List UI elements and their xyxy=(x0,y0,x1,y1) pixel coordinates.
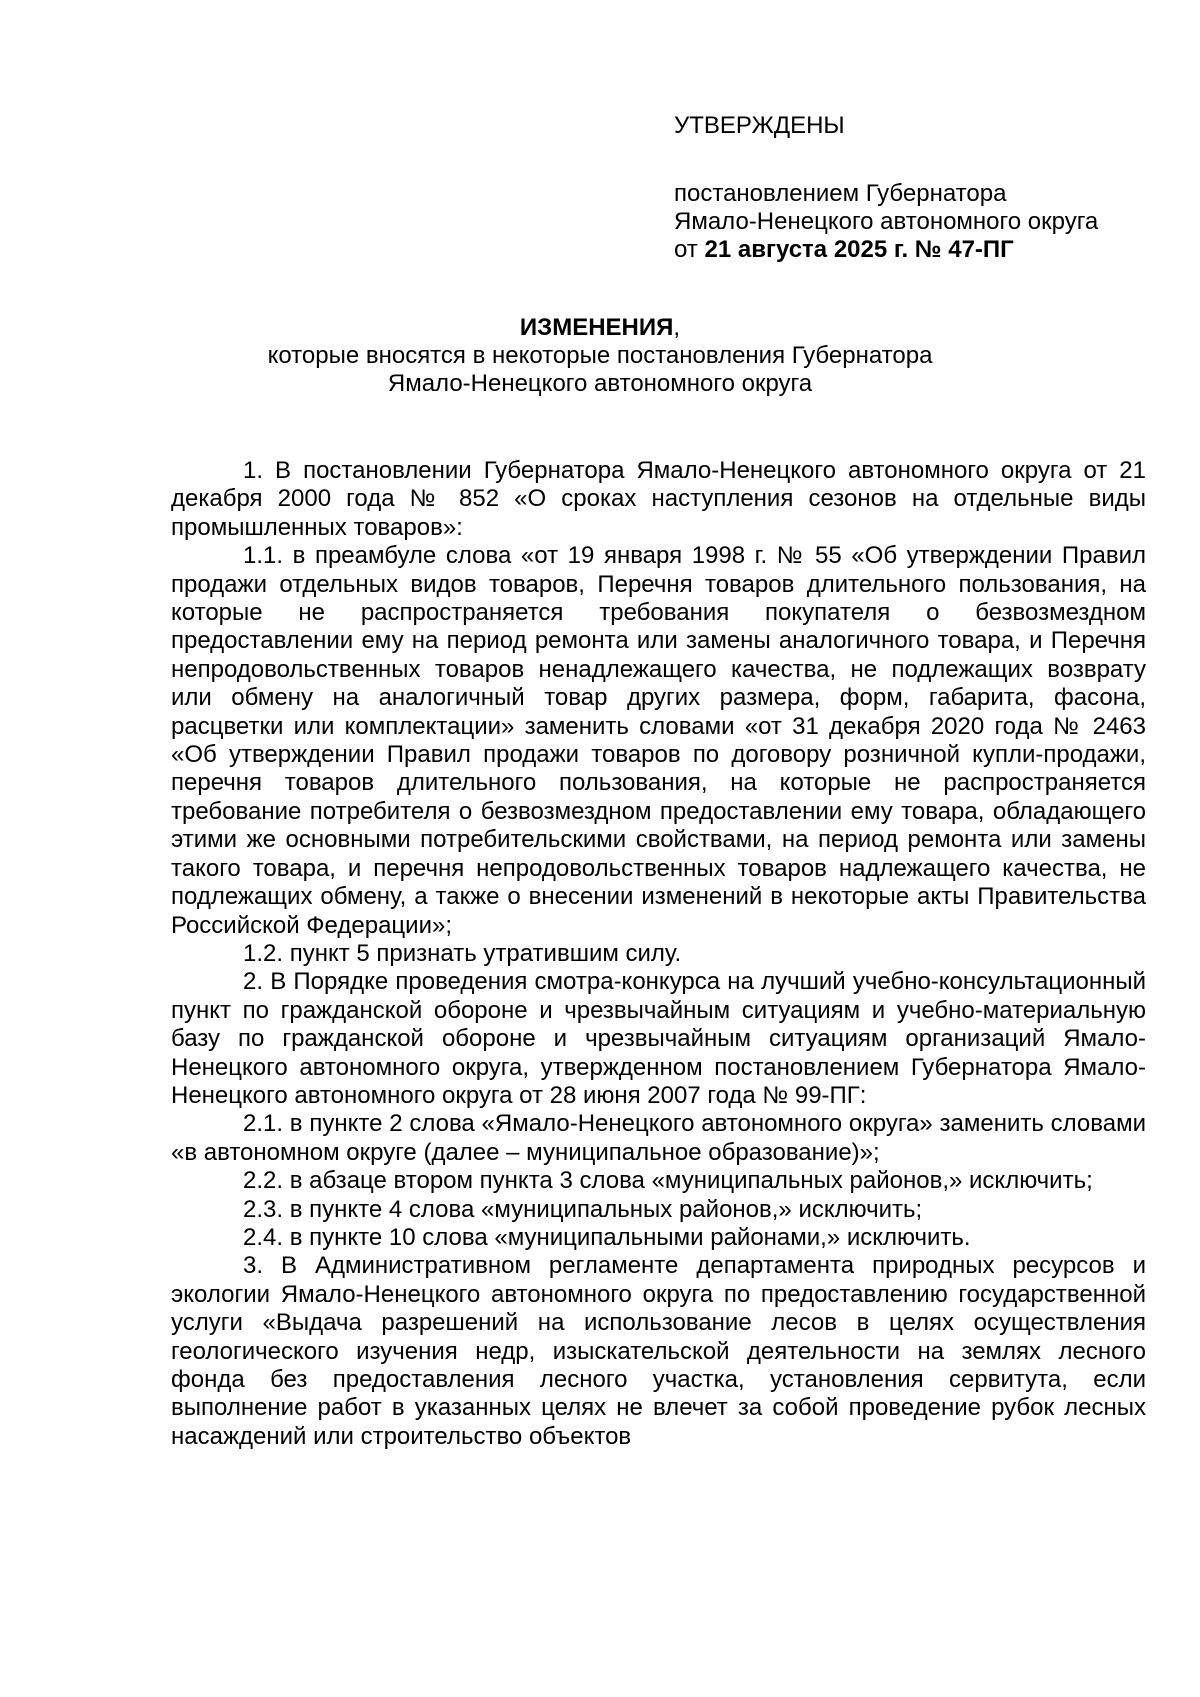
heading-subtitle-1: которые вносятся в некоторые постановления Губернатора xyxy=(267,342,933,369)
approval-block xyxy=(674,112,1174,264)
paragraph-2-2: 2.2. в абзаце втором пункта 3 слова «муниципальных районов,» исключить; xyxy=(243,1167,1093,1195)
approval-date-value: 21 августа 2025 г. № 47-ПГ xyxy=(704,236,1014,263)
heading-title-line xyxy=(0,314,1200,342)
heading-title-suffix: , xyxy=(673,314,681,341)
heading-subtitle-2: Ямало-Ненецкого автономного округа xyxy=(387,370,813,397)
paragraph-1-2: 1.2. пункт 5 признать утратившим силу. xyxy=(243,939,682,967)
document-body xyxy=(171,457,1146,1451)
approval-date-line xyxy=(674,236,1174,264)
approval-date-prefix: от xyxy=(674,236,705,263)
approved-label: УТВЕРЖДЕНЫ xyxy=(674,112,845,139)
heading-title: ИЗМЕНЕНИЯ xyxy=(519,314,674,341)
paragraph-3: 3. В Административном регламенте департамента природных ресурсов и экологии Ямало-Ненецкого автономного округа по предоставлению государственной услуги «Выдача разрешений на использование лесов в целях осуществления геологического изучения недр, изыскательской деятельности на землях лесного фонда без предоставления лесного участка, установления сервитута, если выполнение работ в указанных целях не влечет за собой проведение рубок лесных насаждений или строительство объектов xyxy=(171,1252,1146,1450)
paragraph-1-1: 1.1. в преамбуле слова «от 19 января 1998 г. № 55 «Об утверждении Правил продажи отдельных видов товаров, Перечня товаров длительного пользования, на которые не распространяется требования покупателя о безвозмездном предоставлении ему на период ремонта или замены аналогичного товара, и Перечня непродовольственных товаров ненадлежащего качества, не подлежащих возврату или обмену на аналогичный товар других размера, форм, габарита, фасона, расцветки или комплектации» заменить словами «от 31 декабря 2020 года № 2463 «Об утверждении Правил продажи товаров по договору розничной купли-продажи, перечня товаров длительного пользования, на которые не распространяется требование потребителя о безвозмездном предоставлении ему товара, обладающего этими же основными потребительскими свойствами, на период ремонта или замены такого товара, и перечня непродовольственных товаров надлежащего качества, не подлежащих обмену, а также о внесении изменений в некоторые акты Правительства Российской Федерации»; xyxy=(171,542,1146,939)
paragraph-2-1: 2.1. в пункте 2 слова «Ямало-Ненецкого автономного округа» заменить словами «в автономном округе (далее – муниципальное образование)»; xyxy=(171,1110,1146,1166)
document-heading xyxy=(0,314,1200,398)
paragraph-1: 1. В постановлении Губернатора Ямало-Ненецкого автономного округа от 21 декабря 2000 года № 852 «О сроках наступления сезонов на отдельные виды промышленных товаров»: xyxy=(171,457,1146,541)
approval-line-1: постановлением Губернатора xyxy=(674,180,1007,207)
paragraph-2-4: 2.4. в пункте 10 слова «муниципальными районами,» исключить. xyxy=(243,1223,971,1251)
paragraph-2: 2. В Порядке проведения смотра-конкурса на лучший учебно-консультационный пункт по гражданской обороне и чрезвычайным ситуациям и учебно-материальную базу по гражданской обороне и чрезвычайным ситуациям организаций Ямало-Ненецкого автономного округа, утвержденном постановлением Губернатора Ямало-Ненецкого автономного округа от 28 июня 2007 года № 99-ПГ: xyxy=(171,968,1146,1109)
paragraph-2-3: 2.3. в пункте 4 слова «муниципальных районов,» исключить; xyxy=(243,1195,923,1223)
approval-line-2: Ямало-Ненецкого автономного округа xyxy=(674,208,1099,235)
